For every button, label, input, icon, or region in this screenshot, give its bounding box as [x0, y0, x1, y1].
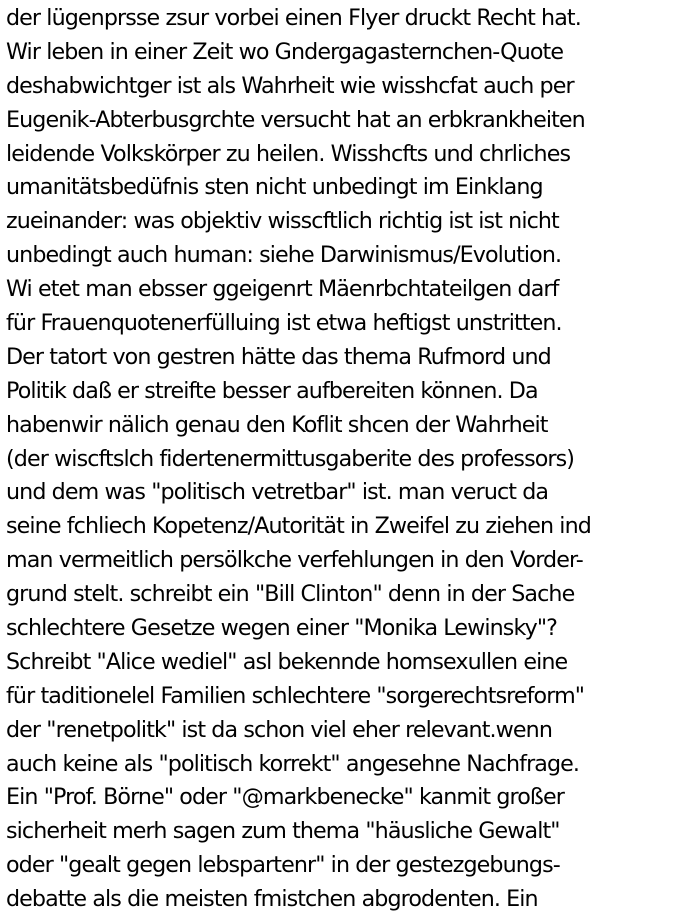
text-line: leidende Volkskörper zu heilen. Wisshcfts und chrliches — [6, 140, 571, 167]
text-line: (der wiscftslch fidertenermittusgaberite des professors) — [6, 445, 575, 472]
text-line: oder "gealt gegen lebspartenr" in der gestezgebungs- — [6, 852, 560, 879]
text-line: Wi etet man ebsser ggeigenrt Mäenrbchtateilgen darf — [6, 276, 559, 303]
text-line: der "renetpolitk" ist da schon viel eher relevant.wenn — [6, 716, 552, 743]
text-line: Ein "Prof. Börne" oder "@markbenecke" kanmit großer — [6, 784, 564, 811]
text-line: Politik daß er streifte besser aufbereiten können. Da — [6, 377, 538, 404]
text-line: seine fchliech Kopetenz/Autorität in Zweifel zu ziehen ind — [6, 513, 591, 540]
text-line: Der tatort von gestren hätte das thema Rufmord und — [6, 343, 551, 370]
text-line: zueinander: was objektiv wisscftlich richtig ist ist nicht — [6, 208, 559, 235]
text-line: grund stelt. schreibt ein "Bill Clinton" denn in der Sache — [6, 581, 575, 608]
text-line: Wir leben in einer Zeit wo Gndergagasternchen-Quote — [6, 38, 564, 65]
text-line: deshabwichtger ist als Wahrheit wie wisshcfat auch per — [6, 72, 574, 99]
text-line: unbedingt auch human: siehe Darwinismus/Evolution. — [6, 242, 562, 269]
text-line: umanitätsbedüfnis sten nicht unbedingt im Einklang — [6, 174, 543, 201]
text-line: schlechtere Gesetze wegen einer "Monika Lewinsky"? — [6, 615, 558, 642]
text-line: auch keine als "politisch korrekt" angesehne Nachfrage. — [6, 750, 580, 777]
body-text — [6, 2, 684, 917]
text-line: debatte als die meisten fmistchen abgrodenten. Ein — [6, 886, 538, 913]
text-line: und dem was "politisch vetretbar" ist. man veruct da — [6, 479, 549, 506]
text-line: der lügenprsse zsur vorbei einen Flyer druckt Recht hat. — [6, 5, 581, 31]
text-line: für taditionelel Familien schlechtere "sorgerechtsreform" — [6, 682, 585, 709]
text-line: sicherheit merh sagen zum thema "häusliche Gewalt" — [6, 818, 560, 845]
text-line: habenwir nälich genau den Koflit shcen der Wahrheit — [6, 411, 548, 438]
text-line: Schreibt "Alice wediel" asl bekennde homsexullen eine — [6, 648, 568, 675]
text-line: für Frauenquotenerfülluing ist etwa heftigst unstritten. — [6, 310, 562, 337]
text-line: man vermeitlich persölkche verfehlungen in den Vorder- — [6, 547, 583, 574]
text-line: Eugenik-Abterbusgrchte versucht hat an erbkrankheiten — [6, 106, 585, 133]
